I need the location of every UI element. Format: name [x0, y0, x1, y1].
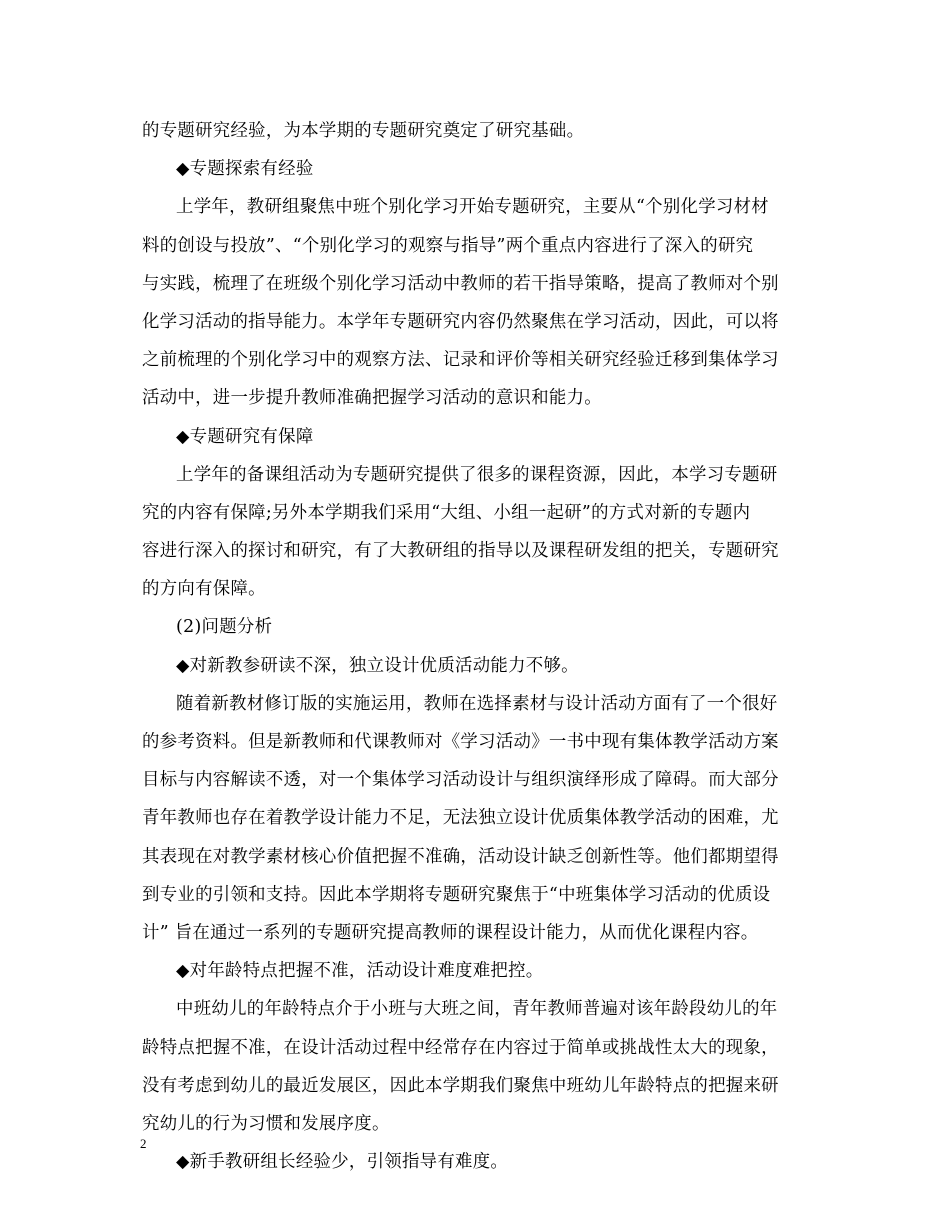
- text-line: 龄特点把握不准，在设计活动过程中经常存在内容过于简单或挑战性太大的现象，: [142, 1037, 779, 1058]
- text-line: 究的内容有保障;另外本学期我们采用“大组、小组一起研”的方式对新的专题内: [142, 502, 751, 523]
- text-line: 的专题研究经验，为本学期的专题研究奠定了研究基础。: [142, 121, 585, 141]
- text-line: 到专业的引领和支持。因此本学期将专题研究聚焦于“中班集体学习活动的优质设: [142, 884, 771, 905]
- text-line: 究幼儿的行为习惯和发展序度。: [142, 1113, 390, 1134]
- text-line: 之前梳理的个别化学习中的观察方法、记录和评价等相关研究经验迁移到集体学习: [142, 350, 779, 371]
- text-line: 的参考资料。但是新教师和代课教师对《学习活动》一书中现有集体教学活动方案: [142, 732, 779, 752]
- document-body: [142, 112, 812, 1181]
- text-line: 中班幼儿的年龄特点介于小班与大班之间，青年教师普遍对该年龄段幼儿的年: [176, 999, 778, 1020]
- text-line: ◆专题探索有经验: [176, 159, 314, 180]
- text-line: (2)问题分析: [176, 617, 273, 638]
- text-line: 与实践，梳理了在班级个别化学习活动中教师的若干指导策略，提高了教师对个别: [142, 273, 779, 294]
- text-line: 化学习活动的指导能力。本学年专题研究内容仍然聚焦在学习活动，因此，可以将: [142, 311, 779, 332]
- text-line: ◆对年龄特点把握不准，活动设计难度难把控。: [176, 961, 544, 982]
- text-line: 其表现在对教学素材核心价值把握不准确，活动设计缺乏创新性等。他们都期望得: [142, 846, 779, 867]
- text-line: 料的创设与投放”、“个别化学习的观察与指导”两个重点内容进行了深入的研究: [142, 235, 754, 256]
- text-line: 容进行深入的探讨和研究，有了大教研组的指导以及课程研发组的把关，专题研究: [142, 541, 779, 562]
- text-line: 的方向有保障。: [142, 579, 266, 600]
- page-number: 2: [140, 1136, 147, 1151]
- text-line: 随着新教材修订版的实施运用，教师在选择素材与设计活动方面有了一个很好: [176, 693, 778, 714]
- text-line: 计” 旨在通过一系列的专题研究提高教师的课程设计能力，从而优化课程内容。: [142, 922, 759, 943]
- text-line: ◆专题研究有保障: [176, 426, 314, 447]
- text-line: 目标与内容解读不透，对一个集体学习活动设计与组织演绎形成了障碍。而大部分: [142, 770, 779, 791]
- text-line: 没有考虑到幼儿的最近发展区，因此本学期我们聚焦中班幼儿年龄特点的把握来研: [142, 1075, 779, 1096]
- text-line: 青年教师也存在着教学设计能力不足，无法独立设计优质集体教学活动的困难，尤: [142, 808, 779, 829]
- text-line: 活动中，进一步提升教师准确把握学习活动的意识和能力。: [142, 388, 602, 409]
- text-line: ◆新手教研组长经验少，引领指导有难度。: [176, 1152, 509, 1173]
- text-line: 上学年，教研组聚焦中班个别化学习开始专题研究，主要从“个别化学习材材: [176, 197, 769, 218]
- text-line: 上学年的备课组活动为专题研究提供了很多的课程资源，因此，本学习专题研: [176, 464, 778, 485]
- text-line: ◆对新教参研读不深，独立设计优质活动能力不够。: [176, 655, 579, 676]
